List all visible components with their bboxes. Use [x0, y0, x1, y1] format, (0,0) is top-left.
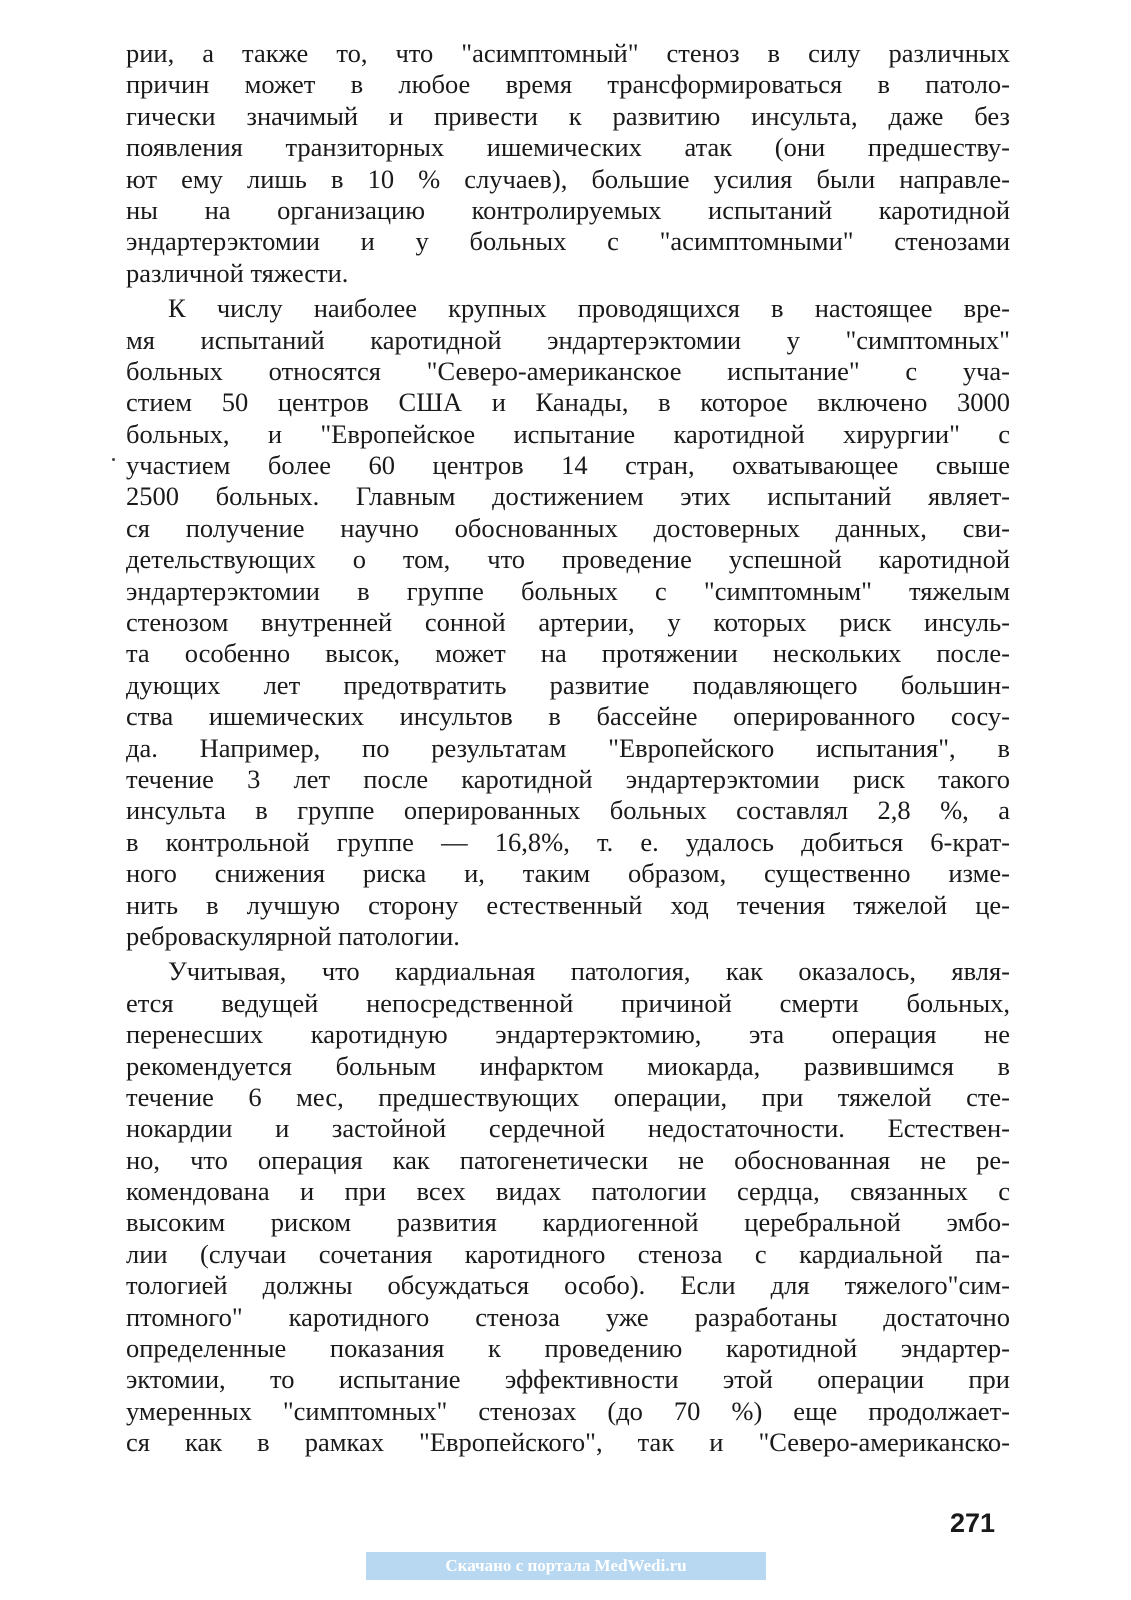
text-line: рекомендуется больным инфарктом миокарда, развившимся в: [126, 1050, 1010, 1081]
text-line: рии, а также то, что "асимптомный" стеноз в силу различных: [126, 38, 1010, 68]
text-line: течение 6 мес, предшествующих операции, при тяжелой сте-: [126, 1081, 1010, 1112]
text-line: ется ведущей непосредственной причиной смерти больных,: [126, 987, 1010, 1018]
text-line: птомного" каротидного стеноза уже разработаны достаточно: [126, 1301, 1010, 1332]
text-line: Учитывая, что кардиальная патология, как оказалось, явля-: [168, 956, 1010, 987]
text-line: в контрольной группе — 16,8%, т. е. удалось добиться 6-крат-: [126, 826, 1010, 857]
text-line: эндартерэктомии в группе больных с "симптомным" тяжелым: [126, 575, 1010, 606]
text-line: нить в лучшую сторону естественный ход течения тяжелой це-: [126, 889, 1010, 920]
text-line: 2500 больных. Главным достижением этих испытаний являет-: [126, 481, 1010, 512]
text-line: стенозом внутренней сонной артерии, у которых риск инсуль-: [126, 607, 1010, 638]
text-line: нокардии и застойной сердечной недостаточности. Естествен-: [126, 1113, 1010, 1144]
page-number: 271: [950, 1508, 996, 1538]
text-line: стием 50 центров США и Канады, в которое включено 3000: [126, 387, 1010, 418]
text-line: участием более 60 центров 14 стран, охватывающее свыше: [126, 450, 1010, 481]
scan-speck: [112, 458, 115, 461]
text-line: тологией должны обсуждаться особо). Если для тяжелого"сим-: [126, 1270, 1010, 1301]
text-line: К числу наиболее крупных проводящихся в настоящее вре-: [168, 293, 1010, 324]
text-line: ся как в рамках "Европейского", так и "Северо-американско-: [126, 1427, 1010, 1458]
text-line: реброваскулярной патологии.: [126, 920, 460, 951]
text-line: ют ему лишь в 10 % случаев), большие усилия были направле-: [126, 163, 1010, 194]
text-line: ного снижения риска и, таким образом, существенно изме-: [126, 858, 1010, 889]
body-text: [126, 38, 1010, 1463]
text-line: гически значимый и привести к развитию инсульта, даже без: [126, 100, 1010, 131]
text-line: определенные показания к проведению каротидной эндартер-: [126, 1333, 1010, 1364]
text-line: ства ишемических инсультов в бассейне оперированного сосу-: [126, 701, 1010, 732]
text-line: лии (случаи сочетания каротидного стеноза с кардиальной па-: [126, 1238, 1010, 1269]
text-line: высоким риском развития кардиогенной церебральной эмбо-: [126, 1207, 1010, 1238]
text-line: инсульта в группе оперированных больных составлял 2,8 %, а: [126, 795, 1010, 826]
paragraph-contraindications: [126, 956, 1010, 1458]
paragraph-trials: [126, 293, 1010, 952]
text-line: ны на организацию контролируемых испытаний каротидной: [126, 194, 1010, 225]
paragraph-continuation: [126, 38, 1010, 289]
text-line: эндартерэктомии и у больных с "асимптомными" стенозами: [126, 226, 1010, 257]
text-line: перенесших каротидную эндартерэктомию, эта операция не: [126, 1019, 1010, 1050]
text-line: ся получение научно обоснованных достоверных данных, сви-: [126, 512, 1010, 543]
text-line: появления транзиторных ишемических атак (они предшеству-: [126, 132, 1010, 163]
download-watermark: Скачано с портала MedWedi.ru: [366, 1552, 766, 1580]
text-line: детельствующих о том, что проведение успешной каротидной: [126, 544, 1010, 575]
text-line: дующих лет предотвратить развитие подавляющего большин-: [126, 669, 1010, 700]
text-line: но, что операция как патогенетически не обоснованная не ре-: [126, 1144, 1010, 1175]
text-line: причин может в любое время трансформироваться в патоло-: [126, 69, 1010, 100]
text-line: мя испытаний каротидной эндартерэктомии у "симптомных": [126, 324, 1010, 355]
text-line: различной тяжести.: [126, 257, 349, 288]
text-line: течение 3 лет после каротидной эндартерэктомии риск такого: [126, 763, 1010, 794]
text-line: больных относятся "Северо-американское испытание" с уча-: [126, 355, 1010, 386]
text-line: больных, и "Европейское испытание каротидной хирургии" с: [126, 418, 1010, 449]
text-line: та особенно высок, может на протяжении нескольких после-: [126, 638, 1010, 669]
text-line: эктомии, то испытание эффективности этой операции при: [126, 1364, 1010, 1395]
text-line: умеренных "симптомных" стенозах (до 70 %) еще продолжает-: [126, 1395, 1010, 1426]
text-line: комендована и при всех видах патологии сердца, связанных с: [126, 1176, 1010, 1207]
text-line: да. Например, по результатам "Европейского испытания", в: [126, 732, 1010, 763]
